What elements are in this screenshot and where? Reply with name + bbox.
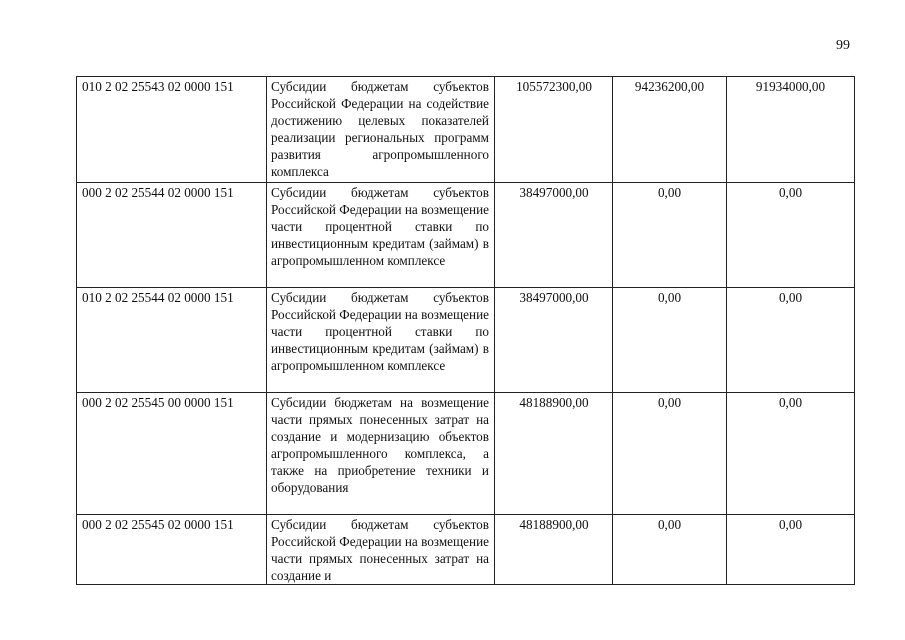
revenue-description: Субсидии бюджетам субъектов Российской Федерации на возмещение части прямых понесенных затрат на создание и — [267, 515, 495, 585]
amount-year-2: 0,00 — [613, 183, 727, 288]
amount-year-2: 94236200,00 — [613, 77, 727, 183]
table-row — [77, 288, 855, 393]
budget-classification-code: 000 2 02 25544 02 0000 151 — [77, 183, 267, 288]
budget-classification-code: 000 2 02 25545 00 0000 151 — [77, 393, 267, 515]
amount-year-1: 48188900,00 — [495, 515, 613, 585]
amount-year-3: 0,00 — [727, 393, 855, 515]
table-row — [77, 515, 855, 585]
page-number: 99 — [836, 38, 850, 53]
revenue-description: Субсидии бюджетам субъектов Российской Федерации на возмещение части процентной ставки по инвестиционным кредитам (займам) в агропромышленном комплексе — [267, 288, 495, 393]
budget-classification-code: 010 2 02 25544 02 0000 151 — [77, 288, 267, 393]
amount-year-2: 0,00 — [613, 393, 727, 515]
amount-year-1: 48188900,00 — [495, 393, 613, 515]
amount-year-1: 105572300,00 — [495, 77, 613, 183]
revenue-description: Субсидии бюджетам субъектов Российской Федерации на содействие достижению целевых показателей реализации региональных программ развития агропромышленного комплекса — [267, 77, 495, 183]
budget-classification-code: 010 2 02 25543 02 0000 151 — [77, 77, 267, 183]
budget-classification-code: 000 2 02 25545 02 0000 151 — [77, 515, 267, 585]
table-row — [77, 77, 855, 183]
budget-revenue-table — [76, 76, 855, 585]
amount-year-3: 0,00 — [727, 515, 855, 585]
amount-year-2: 0,00 — [613, 288, 727, 393]
amount-year-3: 0,00 — [727, 183, 855, 288]
amount-year-3: 91934000,00 — [727, 77, 855, 183]
amount-year-2: 0,00 — [613, 515, 727, 585]
amount-year-1: 38497000,00 — [495, 288, 613, 393]
revenue-description: Субсидии бюджетам субъектов Российской Федерации на возмещение части процентной ставки по инвестиционным кредитам (займам) в агропромышленном комплексе — [267, 183, 495, 288]
table-row — [77, 393, 855, 515]
amount-year-1: 38497000,00 — [495, 183, 613, 288]
revenue-description: Субсидии бюджетам на возмещение части прямых понесенных затрат на создание и модернизацию объектов агропромышленного комплекса, а также на приобретение техники и оборудования — [267, 393, 495, 515]
table-row — [77, 183, 855, 288]
amount-year-3: 0,00 — [727, 288, 855, 393]
